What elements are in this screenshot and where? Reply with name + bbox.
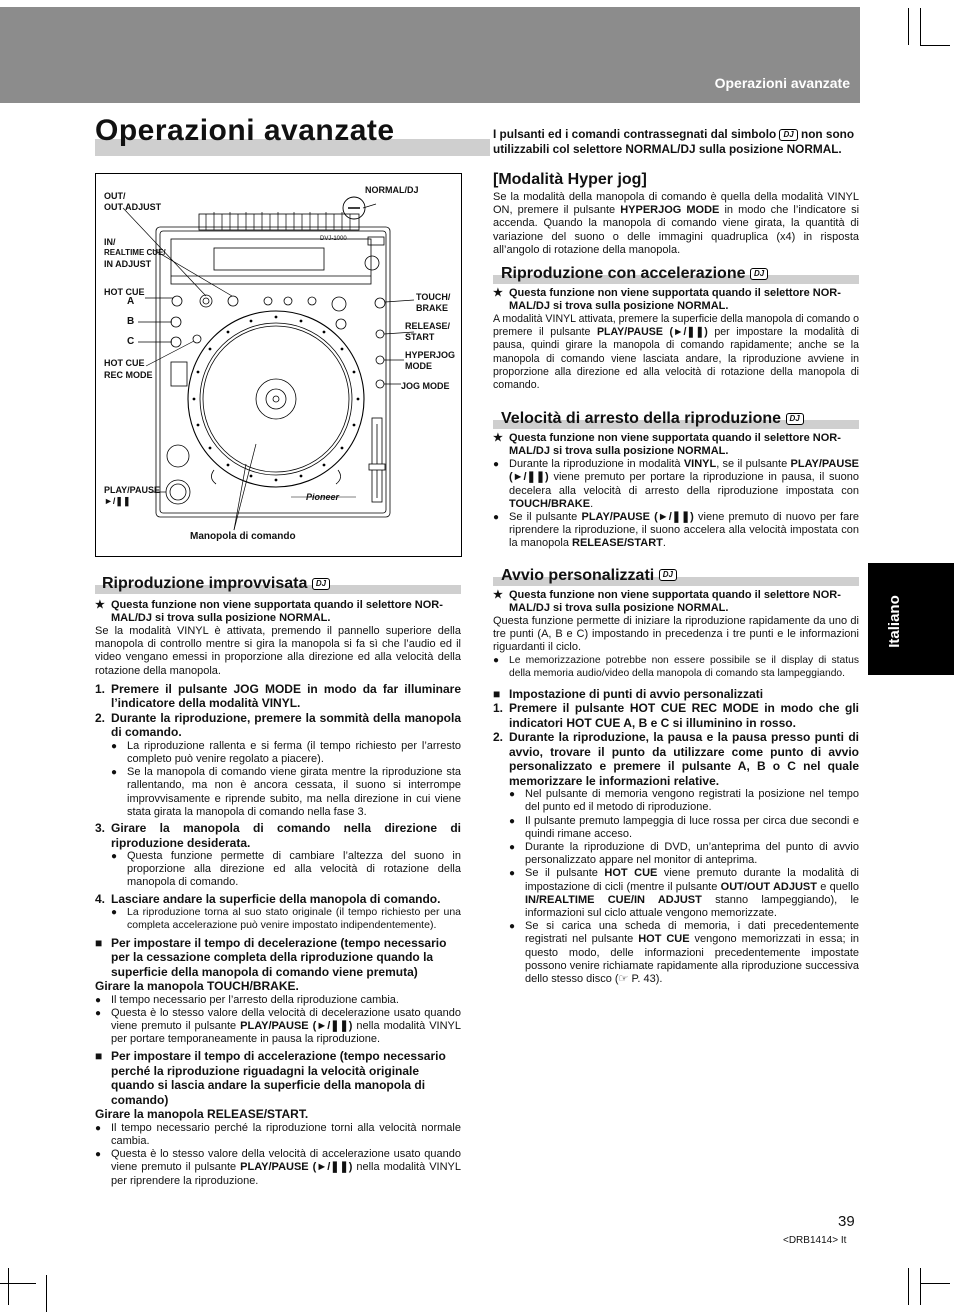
jog-dial-caption: Manopola di comando	[190, 531, 296, 542]
model-name: DVJ-1000	[320, 236, 347, 242]
dj-note-text: non sono utilizzabili col selettore NORMAL/DJ sulla posizione NORMAL.	[493, 127, 855, 156]
header-section-title: Operazioni avanzate	[714, 75, 850, 91]
subheading: Girare la manopola RELEASE/START.	[95, 1107, 309, 1122]
crop-mark	[920, 8, 921, 45]
note: ★ Questa funzione non viene supportata quando il selettore NOR-MAL/DJ si trova sulla posizione NORMAL.	[95, 599, 443, 624]
paragraph: A modalità VINYL attivata, premere la superficie della manopola di comando o premere il pulsante PLAY/PAUSE (►/❚❚) per impostare la modalità di pausa, quindi girare la manopola di comando rapidamente; anche se la manopola di comando viene lasciata andare, la riproduzione avviene in proporzione alla direzione ed alla velocità di rotazione della manopola di comando.	[493, 313, 860, 392]
label-in: IN/	[104, 237, 116, 247]
dj-note-text: I pulsanti ed i comandi contrassegnati dal simbolo	[493, 127, 777, 141]
dj-badge-icon: DJ	[659, 569, 677, 581]
note: ★ Questa funzione non viene supportata quando il selettore NOR-MAL/DJ si trova sulla posizione NORMAL.	[493, 287, 841, 313]
bullet: ● La riproduzione rallenta e si ferma (il tempo richiesto per l’arresto completo può venire regolato a piacere).	[111, 739, 461, 766]
bullet: ● Il pulsante premuto lampeggia di luce rossa per circa due secondi e quindi rimane acceso.	[509, 814, 859, 840]
step: 1. Premere il pulsante JOG MODE in modo da far illuminare l’indicatore della modalità VINYL.	[95, 681, 461, 711]
subheading: Girare la manopola TOUCH/BRAKE.	[95, 979, 299, 994]
section-heading: Avvio personalizzati	[501, 566, 655, 584]
bullet: ● Questa è lo stesso valore della velocità di accelerazione usato quando viene premuto il pulsante PLAY/PAUSE (►/❚❚) nella modalità VINYL per riprendere la riproduzione.	[95, 1148, 461, 1187]
bullet: ● Se la manopola di comando viene girata mentre la riproduzione sta rallentando, ma non è ancora cessata, il suono si interrompe improvvisamente e riprende subito, ma nella direzione in cui viene stata girata la manopola di comando nella fase 3.	[111, 766, 461, 818]
note: ★ Questa funzione non viene supportata quando il selettore NOR-MAL/DJ si trova sulla posizione NORMAL.	[493, 432, 841, 458]
section-custom-start	[493, 567, 859, 585]
page-title: Operazioni avanzate	[95, 114, 395, 147]
label-play-symbol: ►/❚❚	[104, 496, 131, 506]
bullet: ● Il tempo necessario perché la riproduzione torni alla velocità normale cambia.	[95, 1121, 461, 1148]
bullet: ● Il tempo necessario per l’arresto della riproduzione cambia.	[95, 993, 399, 1006]
bullet: ● Questa è lo stesso valore della velocità di decelerazione usato quando viene premuto il pulsante PLAY/PAUSE (►/❚❚) nella modalità VINYL per portare temporaneamente in pausa la riproduzione.	[95, 1006, 461, 1046]
bullet: ● Questa funzione permette di cambiare l’altezza del suono in proporzione alla direzione ed alla velocità di rotazione della manopola di comando.	[111, 850, 461, 889]
page-number: 39	[838, 1213, 855, 1230]
label-brake: BRAKE	[416, 303, 449, 313]
label-hyperjog: HYPERJOG	[405, 350, 456, 360]
step: 4. Lasciare andare la superficie della manopola di comando.	[95, 891, 441, 906]
crop-mark	[0, 1283, 36, 1284]
paragraph: Se la modalità della manopola di comando è quella della modalità VINYL ON, premere il pulsante HYPERJOG MODE in modo che l’indicatore si accenda. Quando la manopola di comando viene girata, la quantità di variazione del suono o delle immagini quadruplica (x4) in risposta all’angolo di rotazione della manopola.	[493, 191, 860, 256]
crop-mark	[8, 1268, 9, 1305]
step: 2. Durante la riproduzione, premere la sommità della manopola di comando.	[95, 710, 461, 740]
bullet: ● Le memorizzazione potrebbe non essere possibile se il display di status della memoria audio/video della manopola di comando sta lampeggiando.	[493, 655, 859, 680]
label-hot-cue: HOT CUE	[104, 287, 145, 297]
dj-symbol-note	[493, 127, 859, 157]
crop-mark	[908, 8, 909, 45]
left-column	[95, 575, 461, 1188]
subheading: ■ Per impostare il tempo di decelerazione (tempo necessario per la cessazione completa della riproduzione quando la superficie della manopola di comando viene premuta)	[95, 935, 447, 979]
subheading: ■ Impostazione di punti di avvio personalizzati	[493, 686, 764, 701]
label-mode: MODE	[405, 361, 432, 371]
section-heading: Riproduzione improvvisata	[102, 575, 308, 592]
label-in-adjust: IN ADJUST	[104, 259, 152, 269]
label-release: RELEASE/	[405, 321, 451, 331]
dj-badge-icon: DJ	[786, 413, 804, 425]
section-improvised-playback	[95, 575, 461, 593]
device-figure	[95, 173, 462, 557]
brand-logo: Pioneer	[306, 492, 340, 502]
label-c: C	[127, 336, 135, 347]
step: 2. Durante la riproduzione, la pausa e la pausa presso punti di avvio, trovare il punto da utilizzare come punto di avvio personalizzato e premere il pulsante A, B o C nel quale memorizzare le informazioni relative.	[493, 730, 859, 788]
label-hot-cue-rec: HOT CUE	[104, 358, 145, 368]
bullet: ● La riproduzione torna al suo stato originale (il tempo richiesto per una completa accelerazione può venire impostato indipendentemente).	[111, 906, 461, 932]
section-accelerated-playback	[493, 265, 859, 283]
document-code: <DRB1414> It	[783, 1235, 847, 1246]
label-jog-mode: JOG MODE	[401, 381, 450, 391]
dj-badge-icon: DJ	[779, 129, 797, 141]
step: 1. Premere il pulsante HOT CUE REC MODE in modo che gli indicatori HOT CUE A, B e C si illuminino in rosso.	[493, 701, 859, 730]
label-a: A	[127, 296, 135, 307]
bullet: ● Se il pulsante PLAY/PAUSE (►/❚❚) viene premuto di nuovo per fare riprendere la riproduzione, il suono accelera alla velocità impostata con la manopola RELEASE/START.	[493, 511, 859, 550]
step: 3. Girare la manopola di comando nella direzione di riproduzione desiderata.	[95, 821, 461, 850]
bullet: ● Durante la riproduzione in modalità VINYL, se il pulsante PLAY/PAUSE (►/❚❚) viene premuto per portare la riproduzione in pausa, il suono decelera alla velocità di arresto della riproduzione impostata con TOUCH/BRAKE.	[493, 458, 859, 510]
label-out: OUT/	[104, 191, 126, 201]
crop-mark	[920, 1268, 921, 1305]
label-rec-mode: REC MODE	[104, 370, 153, 380]
section-stop-speed	[493, 410, 859, 428]
section-heading: Riproduzione con accelerazione	[501, 265, 746, 283]
crop-mark	[908, 1268, 909, 1305]
bullet: ● Nel pulsante di memoria vengono registrati la posizione nel tempo del punto ed il metodo di riproduzione.	[509, 788, 859, 814]
crop-mark	[46, 1275, 47, 1312]
language-tab-label: Italiano	[885, 595, 903, 648]
label-play-pause: PLAY/PAUSE	[104, 485, 161, 495]
label-touch: TOUCH/	[416, 292, 451, 302]
label-normal-dj: NORMAL/DJ	[365, 185, 419, 195]
bullet: ● Se si carica una scheda di memoria, i dati precedentemente registrati nel pulsante HOT CUE vengono memorizzati in essa; in questo modo, delle informazioni precedentemente impostate possono venire richiamate rapidamente alla riproduzione successiva dello stesso disco (☞ P. 43).	[509, 920, 860, 986]
dj-badge-icon: DJ	[750, 268, 768, 280]
bullet: ● Durante la riproduzione di DVD, un’anteprima del punto di avvio personalizzato appare nel monitor di anteprima.	[509, 840, 859, 867]
section-heading-hyperjog: [Modalità Hyper jog]	[493, 171, 647, 188]
section-heading: Velocità di arresto della riproduzione	[501, 410, 782, 428]
label-realtime-cue: REALTIME CUE/	[104, 248, 166, 257]
label-b: B	[127, 316, 135, 327]
dj-badge-icon: DJ	[312, 578, 330, 590]
right-column	[493, 171, 859, 986]
label-out-adjust: OUT ADJUST	[104, 202, 162, 212]
paragraph: Questa funzione permette di iniziare la riproduzione rapidamente da uno di tre punti (A, B e C) impostando in precedenza i tre punti e le informazioni riguardanti il ciclo.	[493, 614, 859, 654]
label-start: START	[405, 332, 435, 342]
crop-mark	[920, 1283, 950, 1284]
subheading: ■ Per impostare il tempo di accelerazione (tempo necessario perché la riproduzione riguadagni la velocità originale quando si lascia andare la superficie della manopola di comando)	[95, 1049, 446, 1107]
paragraph: Se la modalità VINYL è attivata, premendo il pannello superiore della manopola di controllo mentre si gira la manopola si fa sì che l’audio ed il video vengano emessi in proporzione alla direzione ed alla velocità della rotazione della manopola.	[95, 625, 461, 677]
bullet: ● Se il pulsante HOT CUE viene premuto durante la modalità di impostazione di cicli (mentre il pulsante OUT/OUT ADJUST e quello IN/REALTIME CUE/IN ADJUST stanno lampeggiando), le informazioni sul ciclo attuale vengono memorizzate.	[509, 867, 860, 919]
note: ★ Questa funzione non viene supportata quando il selettore NOR-MAL/DJ si trova sulla posizione NORMAL.	[493, 588, 841, 614]
crop-mark	[920, 45, 950, 46]
